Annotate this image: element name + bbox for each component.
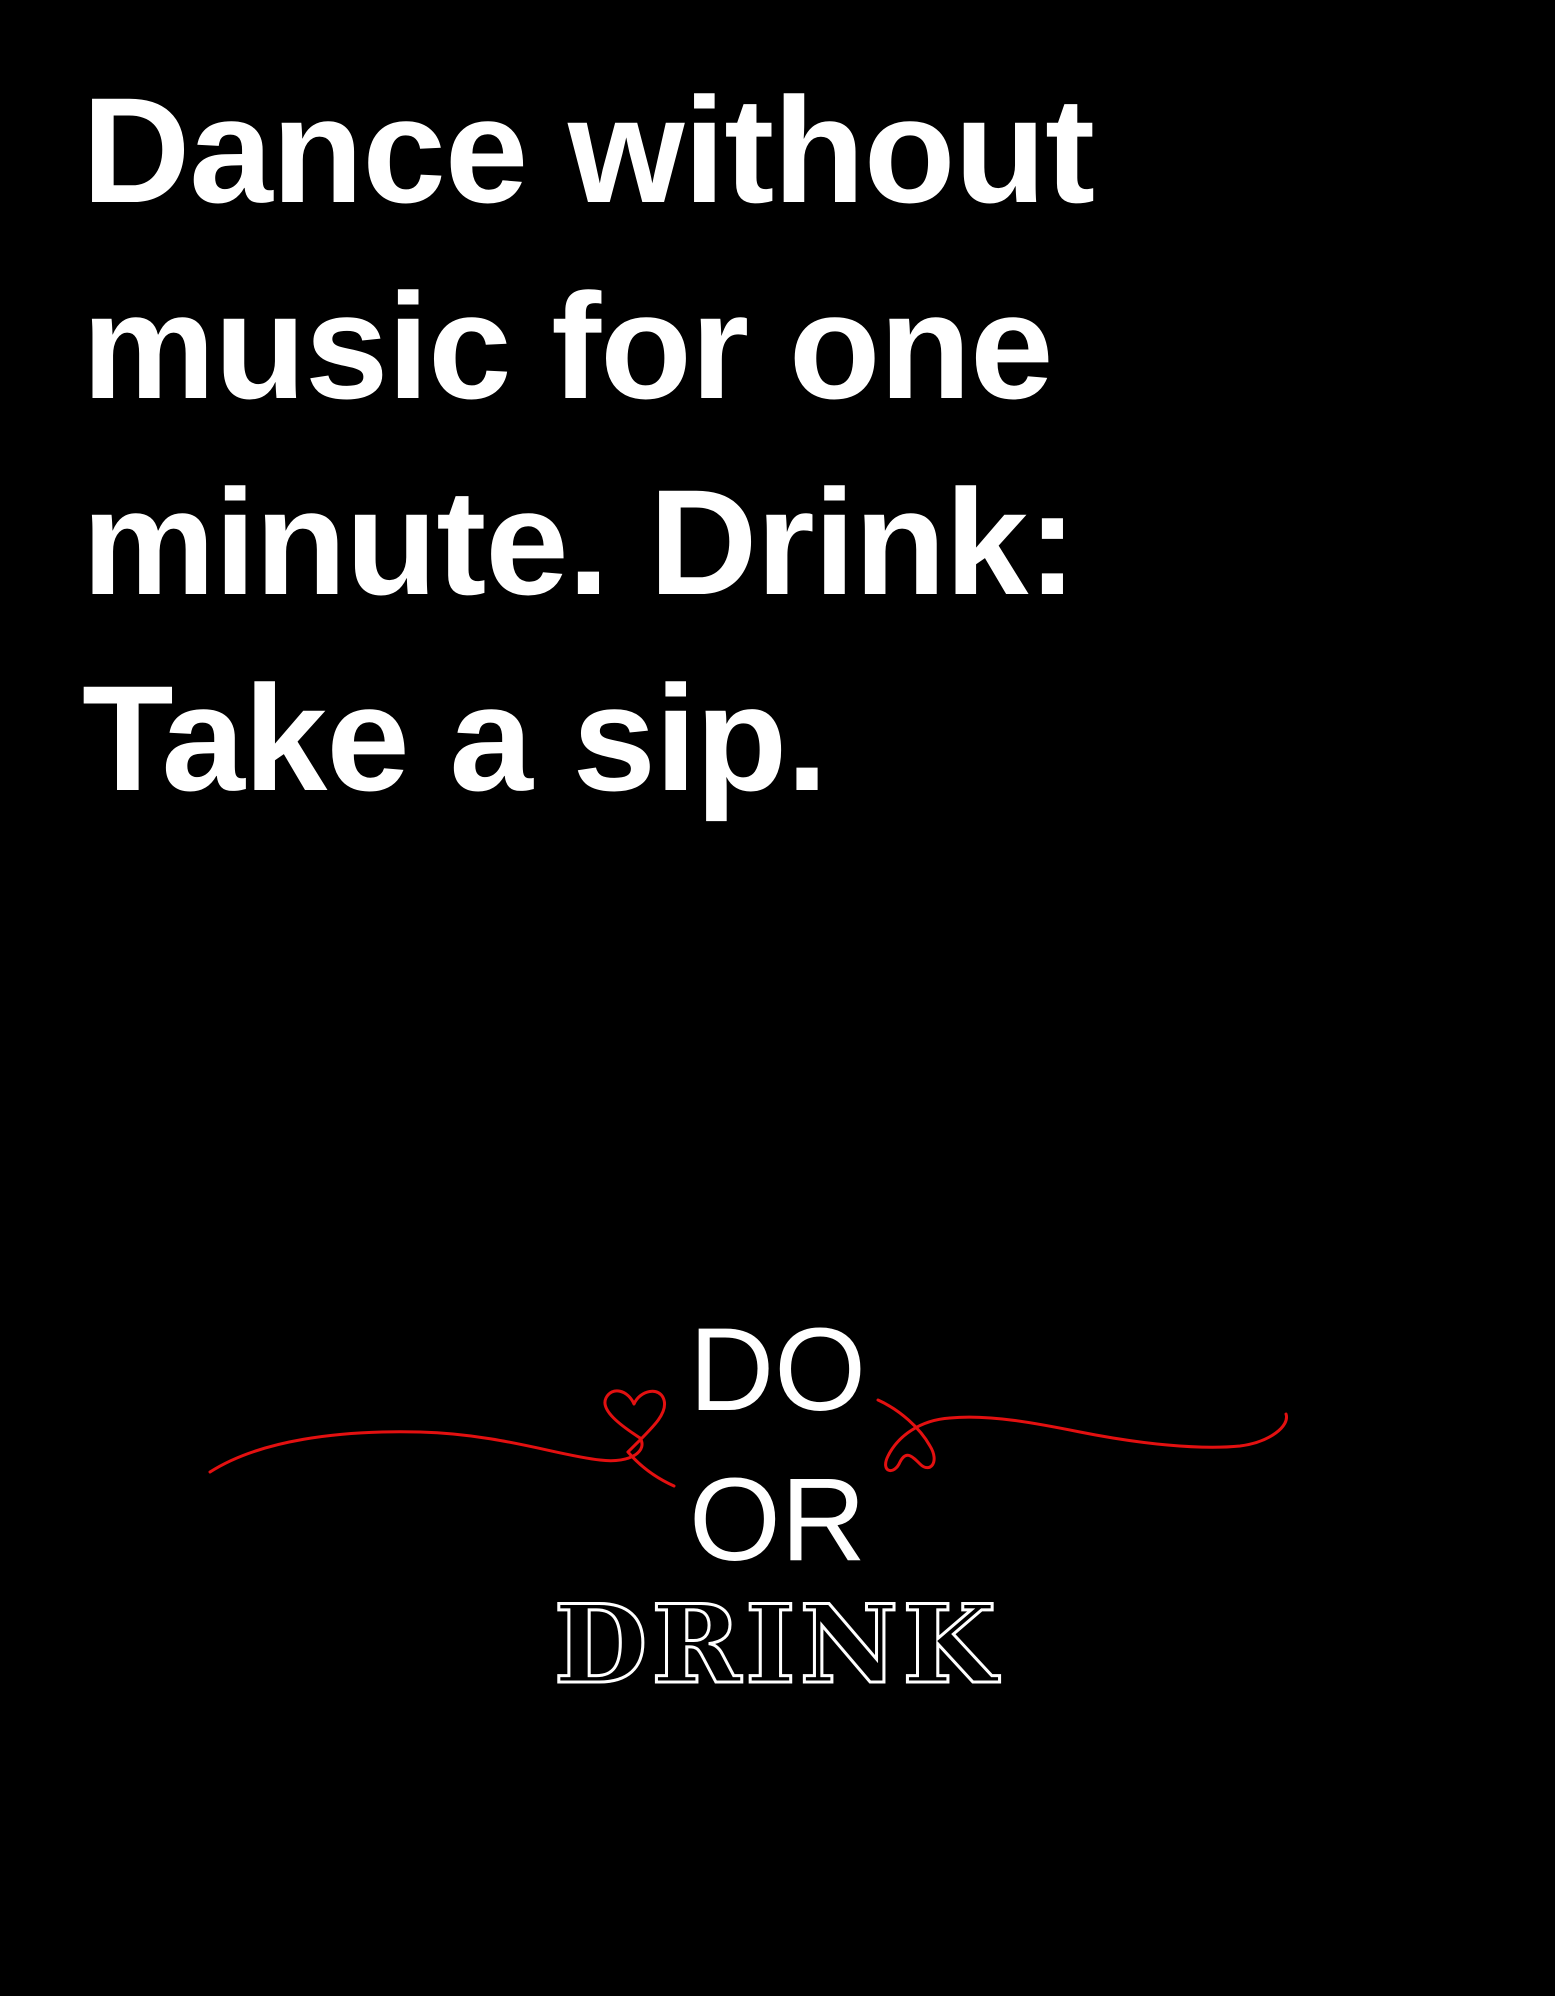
logo-drink-text: DRINK (553, 1590, 1001, 1700)
logo-do: DO (689, 1304, 866, 1436)
logo-drink (0, 1590, 1555, 1700)
logo-or: OR (689, 1454, 866, 1586)
card-prompt: Dance without music for one minute. Drink: Take a sip. (82, 66, 1095, 822)
page-edge (0, 1996, 1555, 2000)
